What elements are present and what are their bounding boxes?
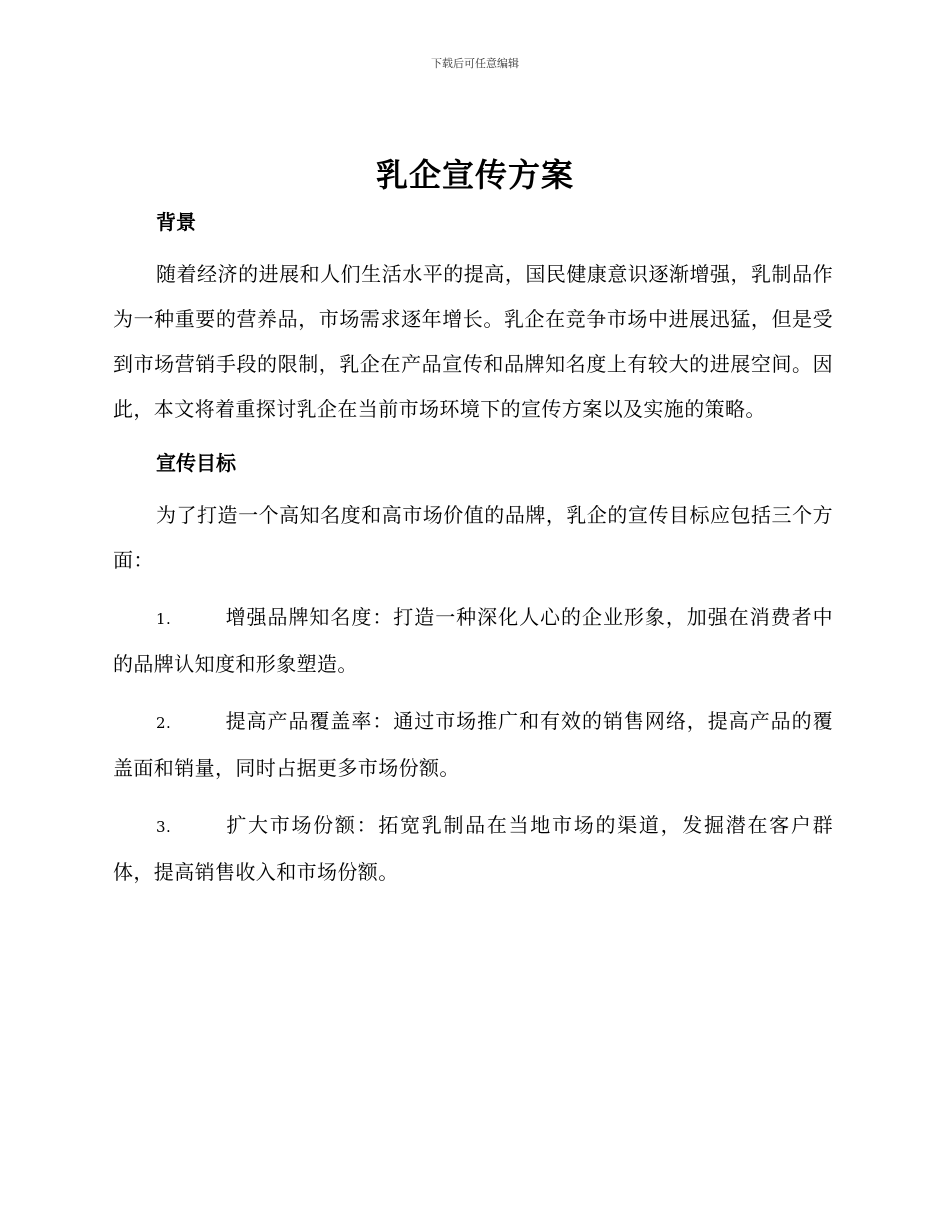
- document-body: [113, 204, 833, 895]
- list-item-text: 提高产品覆盖率：通过市场推广和有效的销售网络，提高产品的覆盖面和销量，同时占据更多市场份额。: [113, 709, 833, 780]
- section-heading-goals: 宣传目标: [156, 451, 236, 475]
- list-number: 2.: [156, 714, 172, 732]
- goal-list-item-1: [113, 595, 833, 687]
- header-note: 下载后可任意编辑: [431, 57, 519, 70]
- document-title: 乳企宣传方案: [375, 156, 574, 194]
- list-number: 1.: [156, 610, 172, 628]
- list-item-text: 扩大市场份额：拓宽乳制品在当地市场的渠道，发掘潜在客户群体，提高销售收入和市场份额。: [113, 813, 833, 884]
- goal-list-item-3: [113, 803, 833, 895]
- list-number: 3.: [156, 818, 172, 836]
- goal-list-item-2: [113, 699, 833, 791]
- goals-intro-paragraph: 为了打造一个高知名度和高市场价值的品牌，乳企的宣传目标应包括三个方面：: [113, 503, 833, 572]
- background-paragraph: 随着经济的进展和人们生活水平的提高，国民健康意识逐渐增强，乳制品作为一种重要的营养品，市场需求逐年增长。乳企在竞争市场中进展迅猛，但是受到市场营销手段的限制，乳企在产品宣传和品牌知名度上有较大的进展空间。因此，本文将着重探讨乳企在当前市场环境下的宣传方案以及实施的策略。: [113, 262, 833, 421]
- section-heading-background: 背景: [156, 210, 196, 234]
- list-item-text: 增强品牌知名度：打造一种深化人心的企业形象，加强在消费者中的品牌认知度和形象塑造。: [113, 605, 833, 676]
